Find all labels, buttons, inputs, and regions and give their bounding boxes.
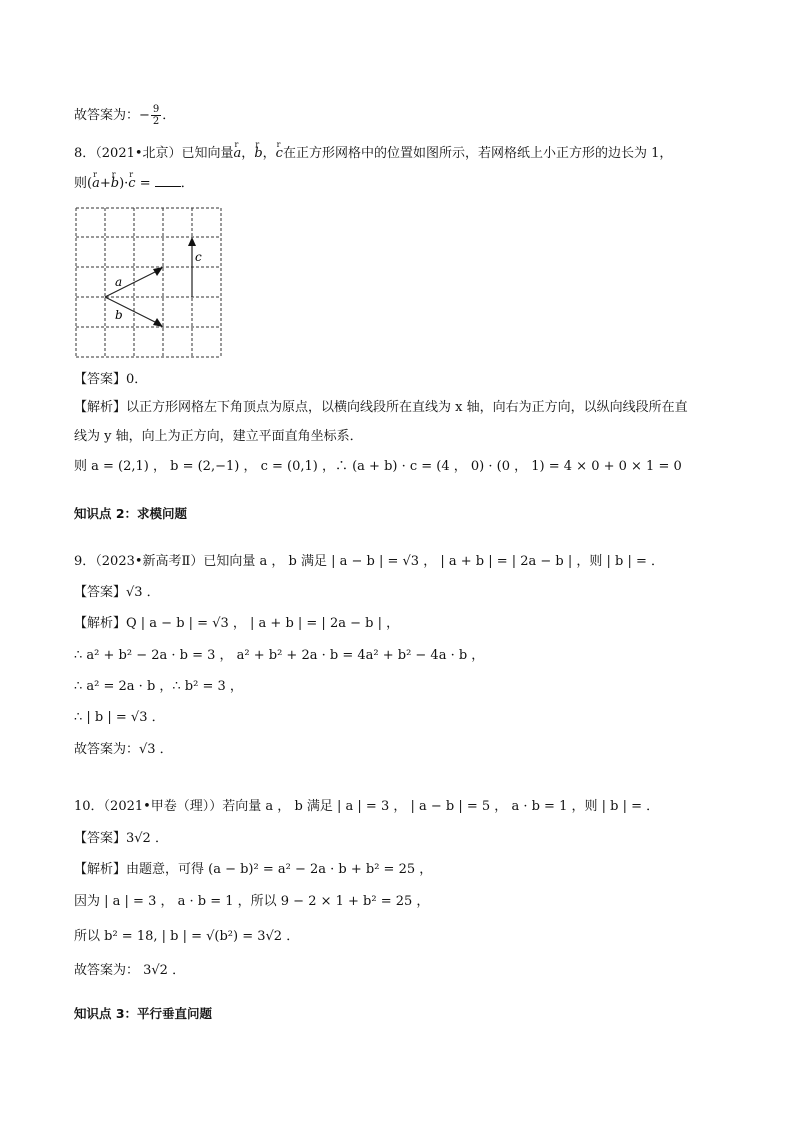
q8-analysis-line3: 则 a = (2,1) ， b = (2,−1) ， c = (0,1) ，∴ (a + b) · c = (4 ， 0) · (0 ， 1) = 4 × 0 + 0 × 1 = 0	[74, 459, 682, 474]
q10-final-answer: 故答案为： 3√2 ．	[74, 963, 186, 978]
vector-b	[105, 297, 161, 325]
q9-final-answer: 故答案为：√3 ．	[74, 742, 173, 757]
q8-analysis-line1: 【解析】以正方形网格左下角顶点为原点，以横向线段所在直线为 x 轴，向右为正方向，以纵向线段所在直	[74, 400, 688, 415]
label-a: a	[115, 275, 123, 289]
q9-stem: 9．（2023•新高考Ⅱ）已知向量 a ， b 满足 | a − b | = √3 ， | a + b | = | 2a − b | ，则 | b | = ．	[74, 554, 665, 569]
q10-analysis-line1: 【解析】由题意，可得 (a − b)² = a² − 2a · b + b² = 25 ，	[74, 862, 433, 877]
grid-lines	[76, 208, 221, 357]
q10-stem: 10．（2021•甲卷（理））若向量 a ， b 满足 | a | = 3 ， | a − b | = 5 ， a · b = 1 ，则 | b | = ．	[74, 799, 660, 814]
q8-analysis-line2: 线为 y 轴，向上为正方向，建立平面直角坐标系．	[74, 429, 363, 444]
fraction: $\frac{9}{2}$	[152, 104, 160, 127]
q9-analysis-line2: ∴ a² + b² − 2a · b = 3 ， a² + b² + 2a · b = 4a² + b² − 4a · b ，	[74, 648, 485, 663]
q9-analysis-line1: 【解析】Q | a − b | = √3 ， | a + b | = | 2a − b | ，	[74, 616, 400, 631]
q9-analysis-line3: ∴ a² = 2a · b ，∴ b² = 3 ，	[74, 679, 243, 694]
vector-a	[105, 269, 161, 297]
label-b: b	[115, 308, 123, 322]
q8-stem-line1: 8．（2021•北京）已知向量r a，r b，r c在正方形网格中的位置如图所示，若网格纸上小正方形的边长为 1，	[74, 145, 672, 163]
answer-blank	[155, 174, 181, 187]
q10-answer: 【答案】3√2 ．	[74, 831, 168, 846]
vector-b-arrowhead	[153, 318, 163, 327]
label-c: c	[195, 250, 202, 264]
q10-analysis-line2: 因为 | a | = 3 ， a · b = 1 ，所以 9 − 2 × 1 + b² = 25 ，	[74, 894, 430, 909]
q10-analysis-line3: 所以 b² = 18, | b | = √(b²) = 3√2 ．	[74, 929, 300, 944]
vector-a-arrowhead	[153, 267, 163, 276]
vector-c-arrowhead	[188, 237, 196, 246]
q9-analysis-line4: ∴ | b | = √3 ．	[74, 710, 165, 725]
knowledge-point-2-heading: 知识点 2：求模问题	[74, 506, 188, 521]
q8-answer: 【答案】0．	[74, 372, 148, 387]
knowledge-point-3-heading: 知识点 3：平行垂直问题	[74, 1006, 213, 1021]
q7-final-answer: 故答案为：− $\frac{9}{2}$ ．	[74, 104, 176, 127]
q9-answer: 【答案】√3 ．	[74, 585, 160, 600]
q8-stem-line2: 则(r a+r b)·r c = ．	[74, 174, 194, 193]
vector-grid-figure	[74, 206, 224, 360]
